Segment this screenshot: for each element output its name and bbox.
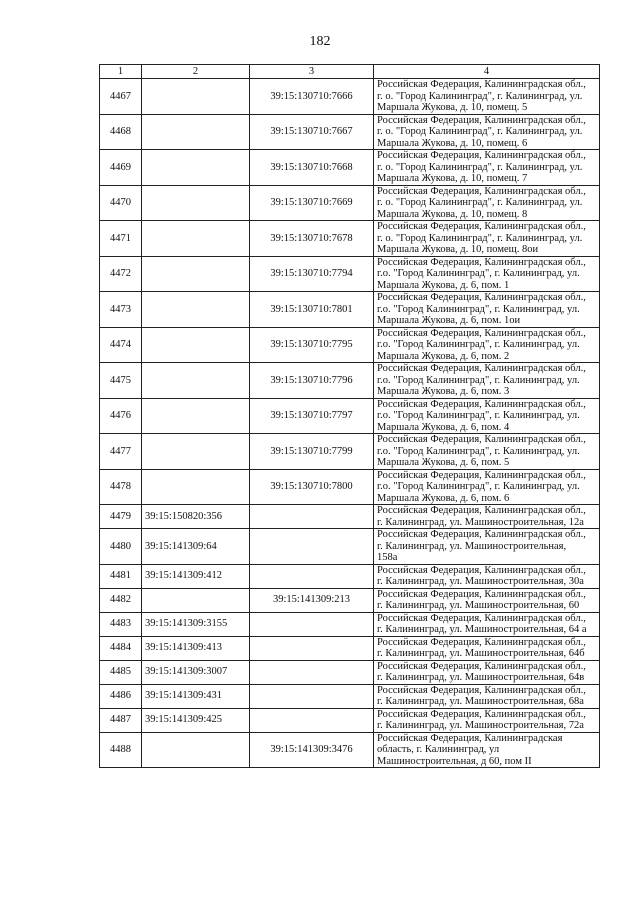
page-number: 182 xyxy=(309,34,331,49)
row-number: 4488 xyxy=(100,732,142,768)
table-row xyxy=(100,660,600,684)
address-line: Маршала Жукова, д. 10, помещ. 8 xyxy=(377,208,528,220)
table-row xyxy=(100,612,600,636)
address-line: Российская Федерация, Калининградская обл., xyxy=(377,185,586,197)
cadastral-number-col3: 39:15:130710:7668 xyxy=(250,150,374,186)
table-row xyxy=(100,636,600,660)
address-line: Маршала Жукова, д. 10, помещ. 8ои xyxy=(377,244,539,255)
address-cell xyxy=(374,612,600,636)
address-line: г. Калининград, ул. Машиностроительная, 12а xyxy=(377,516,584,528)
cadastral-number-col2 xyxy=(142,150,250,186)
row-number: 4470 xyxy=(100,185,142,221)
cadastral-number-col3: 39:15:141309:3476 xyxy=(250,732,374,768)
cadastral-number-col3 xyxy=(250,660,374,684)
address-line: Российская Федерация, Калининградская обл., xyxy=(377,114,586,126)
address-line: Российская Федерация, Калининградская обл., xyxy=(377,327,586,339)
row-number: 4471 xyxy=(100,221,142,257)
address-cell xyxy=(374,684,600,708)
address-line: г. о. "Город Калининград", г. Калининград, ул. xyxy=(377,161,583,173)
address-line: г. Калининград, ул. Машиностроительная, 64в xyxy=(377,672,585,683)
address-line: г.о. "Город Калининград", г. Калининград, ул. xyxy=(377,303,580,315)
address-cell xyxy=(374,256,600,292)
address-line: г.о. "Город Калининград", г. Калининград, ул. xyxy=(377,481,580,492)
column-header-4: 4 xyxy=(374,65,600,79)
table-row xyxy=(100,398,600,434)
row-number: 4480 xyxy=(100,529,142,565)
row-number: 4472 xyxy=(100,256,142,292)
cadastral-number-col3: 39:15:130710:7800 xyxy=(250,469,374,505)
address-line: Маршала Жукова, д. 10, помещ. 6 xyxy=(377,137,528,149)
cadastral-number-col3: 39:15:130710:7795 xyxy=(250,327,374,363)
cadastral-number-col2: 39:15:141309:413 xyxy=(142,636,250,660)
table-row xyxy=(100,732,600,768)
cadastral-number-col2 xyxy=(142,588,250,612)
address-cell xyxy=(374,505,600,529)
address-line: г.о. "Город Калининград", г. Калининград, ул. xyxy=(377,410,580,421)
address-line: Российская Федерация, Калининградская обл., xyxy=(377,398,586,410)
address-line: Маршала Жукова, д. 6, пом. 3 xyxy=(377,386,510,397)
address-cell xyxy=(374,398,600,434)
row-number: 4479 xyxy=(100,505,142,529)
address-line: Российская Федерация, Калининградская обл., xyxy=(377,363,586,374)
address-line: Российская Федерация, Калининградская обл., xyxy=(377,708,586,720)
address-line: г. Калининград, ул. Машиностроительная, 60 xyxy=(377,600,580,611)
column-header-3: 3 xyxy=(250,65,374,79)
cadastral-number-col2 xyxy=(142,79,250,115)
address-line: Российская Федерация, Калининградская обл., xyxy=(377,469,586,481)
row-number: 4482 xyxy=(100,588,142,612)
cadastral-number-col3 xyxy=(250,505,374,529)
address-line: г.о. "Город Калининград", г. Калининград, ул. xyxy=(377,268,580,279)
row-number: 4475 xyxy=(100,363,142,399)
column-header-1: 1 xyxy=(100,65,142,79)
address-line: г. Калининград, ул. Машиностроительная, 64б xyxy=(377,648,585,659)
cadastral-number-col3: 39:15:130710:7797 xyxy=(250,398,374,434)
address-cell xyxy=(374,150,600,186)
cadastral-number-col2 xyxy=(142,327,250,363)
address-line: Маршала Жукова, д. 6, пом. 1ои xyxy=(377,315,521,326)
table-row xyxy=(100,185,600,221)
cadastral-number-col2 xyxy=(142,363,250,399)
address-cell xyxy=(374,185,600,221)
address-line: г. Калининград, ул. Машиностроительная, 72а xyxy=(377,720,584,731)
cadastral-number-col3 xyxy=(250,684,374,708)
table-row xyxy=(100,114,600,150)
cadastral-number-col3: 39:15:130710:7801 xyxy=(250,292,374,328)
column-header-2: 2 xyxy=(142,65,250,79)
row-number: 4476 xyxy=(100,398,142,434)
cadastral-number-col3: 39:15:130710:7669 xyxy=(250,185,374,221)
address-cell xyxy=(374,363,600,399)
address-line: г. о. "Город Калининград", г. Калининград, ул. xyxy=(377,126,583,137)
address-cell xyxy=(374,660,600,684)
cadastral-number-col2 xyxy=(142,114,250,150)
table-row xyxy=(100,434,600,470)
address-line: г.о. "Город Калининград", г. Калининград, ул. xyxy=(377,374,580,386)
address-line: г. Калининград, ул. Машиностроительная, 64 а xyxy=(377,624,587,635)
table-row xyxy=(100,150,600,186)
table-header-row xyxy=(100,65,600,79)
row-number: 4467 xyxy=(100,79,142,115)
address-line: Маршала Жукова, д. 6, пом. 1 xyxy=(377,279,510,291)
cadastral-number-col3: 39:15:130710:7794 xyxy=(250,256,374,292)
cadastral-number-col2 xyxy=(142,434,250,470)
cadastral-number-col2 xyxy=(142,221,250,257)
address-line: Маршала Жукова, д. 6, пом. 2 xyxy=(377,350,510,362)
table-row xyxy=(100,256,600,292)
table-row xyxy=(100,564,600,588)
cadastral-number-col2: 39:15:141309:431 xyxy=(142,684,250,708)
address-line: Маршала Жукова, д. 6, пом. 5 xyxy=(377,457,510,468)
cadastral-number-col3 xyxy=(250,612,374,636)
row-number: 4469 xyxy=(100,150,142,186)
row-number: 4468 xyxy=(100,114,142,150)
row-number: 4486 xyxy=(100,684,142,708)
cadastral-number-col3: 39:15:141309:213 xyxy=(250,588,374,612)
address-cell xyxy=(374,469,600,505)
row-number: 4484 xyxy=(100,636,142,660)
table-row xyxy=(100,363,600,399)
address-line: Российская Федерация, Калининградская обл., xyxy=(377,660,586,672)
address-line: Маршала Жукова, д. 10, помещ. 5 xyxy=(377,102,528,113)
cadastral-number-col2: 39:15:141309:412 xyxy=(142,564,250,588)
table-row xyxy=(100,469,600,505)
address-line: Российская Федерация, Калининградская обл., xyxy=(377,505,586,516)
registry-table xyxy=(99,64,600,768)
address-cell xyxy=(374,434,600,470)
address-line: область, г. Калининград, ул xyxy=(377,744,500,755)
cadastral-number-col2: 39:15:141309:3007 xyxy=(142,660,250,684)
cadastral-number-col3 xyxy=(250,708,374,732)
table-row xyxy=(100,327,600,363)
address-cell xyxy=(374,732,600,768)
address-cell xyxy=(374,588,600,612)
address-line: Российская Федерация, Калининградская обл., xyxy=(377,684,586,696)
address-line: 158а xyxy=(377,552,398,563)
address-line: Российская Федерация, Калининградская обл., xyxy=(377,588,586,600)
address-line: г. Калининград, ул. Машиностроительная, 68а xyxy=(377,696,584,707)
address-cell xyxy=(374,292,600,328)
cadastral-number-col3 xyxy=(250,529,374,565)
address-line: г. о. "Город Калининград", г. Калининград, ул. xyxy=(377,90,583,102)
address-cell xyxy=(374,564,600,588)
address-line: Российская Федерация, Калининградская обл., xyxy=(377,221,586,232)
cadastral-number-col3: 39:15:130710:7796 xyxy=(250,363,374,399)
cadastral-number-col2 xyxy=(142,469,250,505)
address-line: Российская Федерация, Калининградская обл., xyxy=(377,150,586,161)
table-row xyxy=(100,79,600,115)
row-number: 4478 xyxy=(100,469,142,505)
row-number: 4481 xyxy=(100,564,142,588)
address-line: Российская Федерация, Калининградская обл., xyxy=(377,564,586,576)
row-number: 4477 xyxy=(100,434,142,470)
address-line: Маршала Жукова, д. 6, пом. 6 xyxy=(377,492,510,504)
address-line: Маршала Жукова, д. 10, помещ. 7 xyxy=(377,173,528,184)
cadastral-number-col3: 39:15:130710:7678 xyxy=(250,221,374,257)
address-line: Российская Федерация, Калининградская обл., xyxy=(377,636,586,648)
address-cell xyxy=(374,221,600,257)
address-line: г. о. "Город Калининград", г. Калининград, ул. xyxy=(377,197,583,208)
cadastral-number-col3 xyxy=(250,636,374,660)
row-number: 4485 xyxy=(100,660,142,684)
address-line: г. Калининград, ул. Машиностроительная, 30а xyxy=(377,576,584,587)
row-number: 4473 xyxy=(100,292,142,328)
address-line: Российская Федерация, Калининградская обл., xyxy=(377,79,586,90)
cadastral-number-col3: 39:15:130710:7799 xyxy=(250,434,374,470)
address-line: Российская Федерация, Калининградская обл., xyxy=(377,529,586,540)
table-body xyxy=(100,79,600,768)
address-line: Российская Федерация, Калининградская обл., xyxy=(377,292,586,303)
cadastral-number-col2: 39:15:150820:356 xyxy=(142,505,250,529)
cadastral-number-col2 xyxy=(142,732,250,768)
address-line: Российская Федерация, Калининградская xyxy=(377,732,563,744)
cadastral-number-col3 xyxy=(250,564,374,588)
address-line: Российская Федерация, Калининградская обл., xyxy=(377,434,586,445)
table-row xyxy=(100,708,600,732)
address-line: г.о. "Город Калининград", г. Калининград, ул. xyxy=(377,445,580,457)
cadastral-number-col2: 39:15:141309:64 xyxy=(142,529,250,565)
cadastral-number-col2 xyxy=(142,185,250,221)
row-number: 4483 xyxy=(100,612,142,636)
table-row xyxy=(100,221,600,257)
address-line: Российская Федерация, Калининградская обл., xyxy=(377,256,586,268)
row-number: 4487 xyxy=(100,708,142,732)
cadastral-number-col2 xyxy=(142,292,250,328)
address-line: г. Калининград, ул. Машиностроительная, xyxy=(377,540,567,552)
address-cell xyxy=(374,79,600,115)
cadastral-number-col2 xyxy=(142,398,250,434)
row-number: 4474 xyxy=(100,327,142,363)
cadastral-number-col2 xyxy=(142,256,250,292)
table-row xyxy=(100,505,600,529)
table-row xyxy=(100,292,600,328)
address-cell xyxy=(374,529,600,565)
address-line: Машиностроительная, д 60, пом II xyxy=(377,755,532,767)
table-row xyxy=(100,684,600,708)
address-line: г.о. "Город Калининград", г. Калининград, ул. xyxy=(377,339,580,350)
table-row xyxy=(100,588,600,612)
address-cell xyxy=(374,708,600,732)
address-line: Российская Федерация, Калининградская обл., xyxy=(377,612,586,624)
address-cell xyxy=(374,114,600,150)
cadastral-number-col2: 39:15:141309:3155 xyxy=(142,612,250,636)
cadastral-number-col3: 39:15:130710:7666 xyxy=(250,79,374,115)
cadastral-number-col2: 39:15:141309:425 xyxy=(142,708,250,732)
address-cell xyxy=(374,636,600,660)
address-line: Маршала Жукова, д. 6, пом. 4 xyxy=(377,421,510,433)
cadastral-number-col3: 39:15:130710:7667 xyxy=(250,114,374,150)
table-row xyxy=(100,529,600,565)
address-line: г. о. "Город Калининград", г. Калининград, ул. xyxy=(377,232,583,244)
address-cell xyxy=(374,327,600,363)
